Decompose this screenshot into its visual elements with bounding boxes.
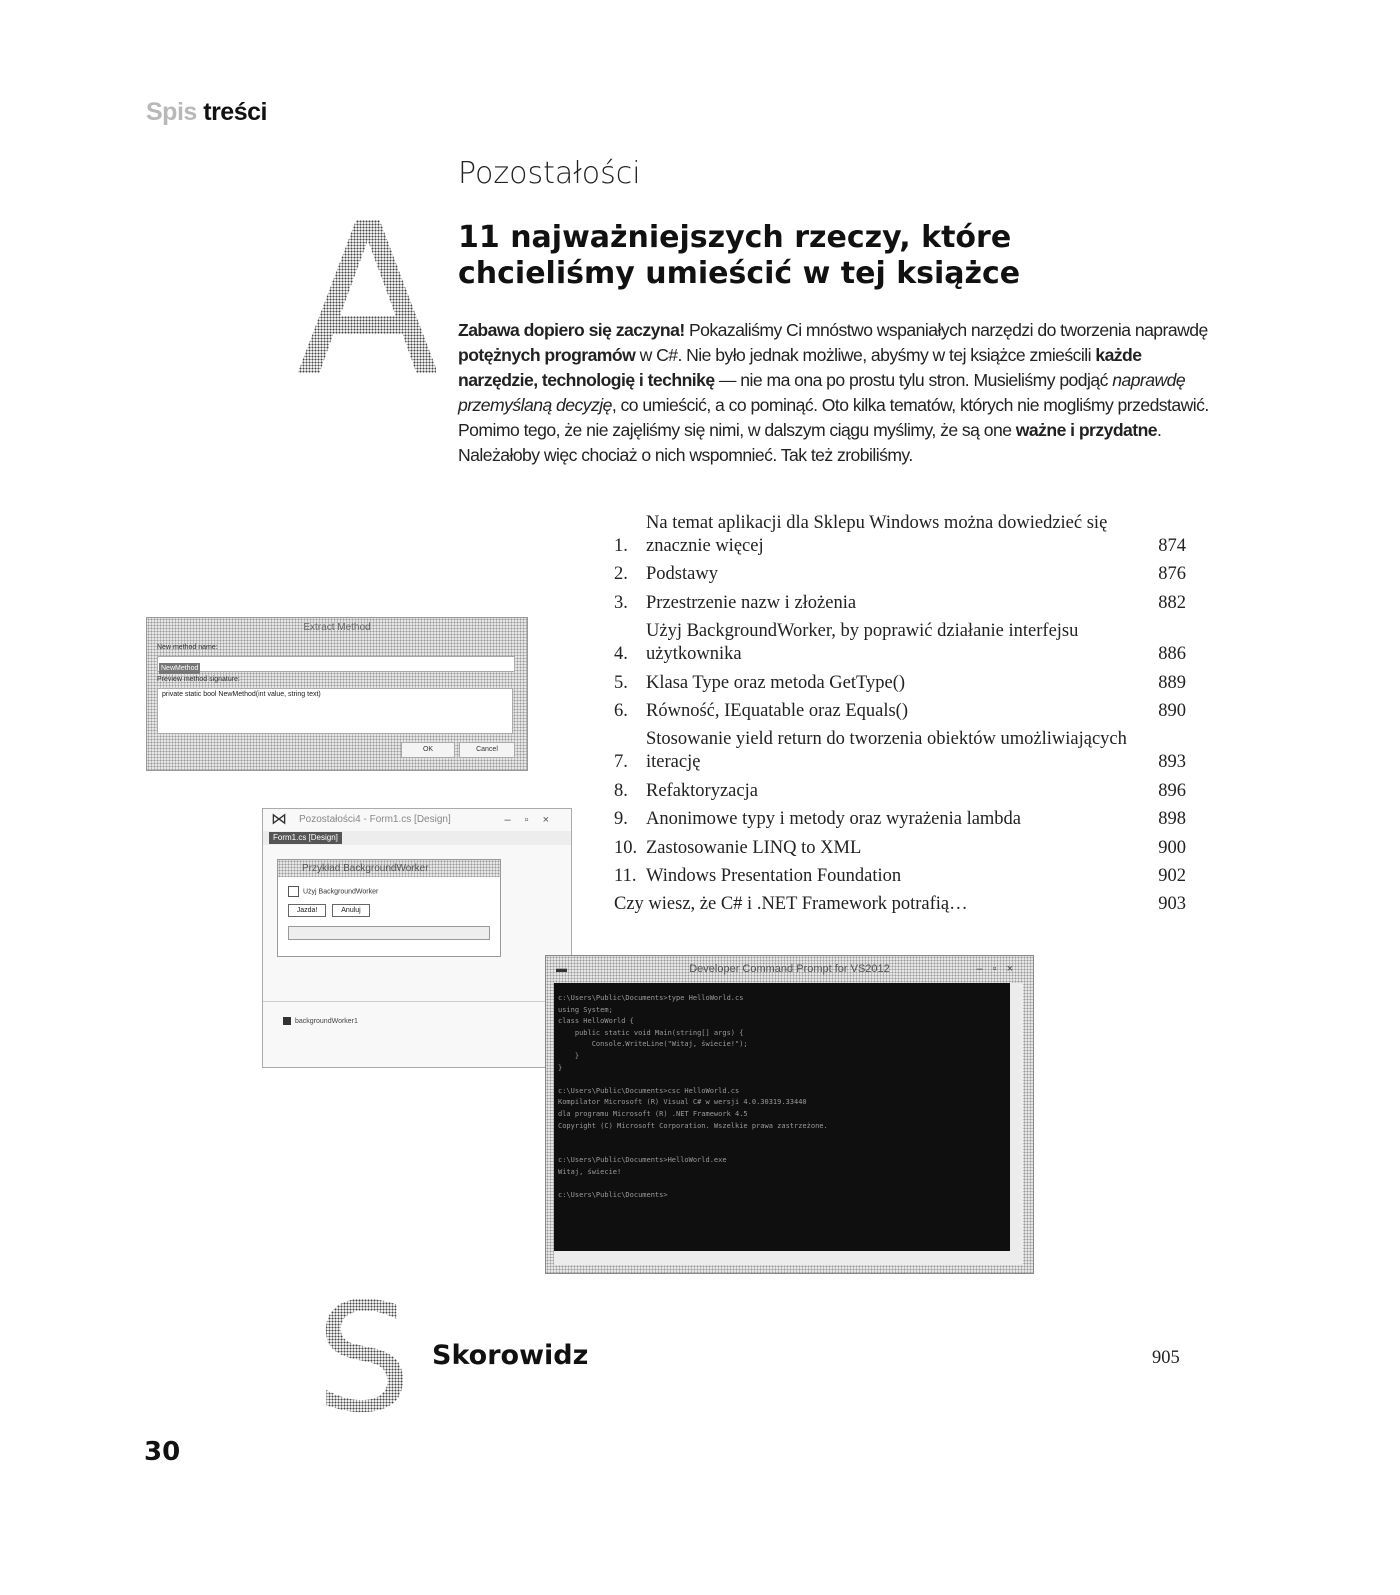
console-app-icon: ▬ (556, 963, 567, 975)
toc-title: Refaktoryzacja (646, 780, 758, 801)
section-label (146, 98, 267, 127)
visual-studio-icon: ⋈ (271, 811, 287, 828)
intro-italic-1: naprawdę przemyślaną decyzję (458, 370, 1186, 415)
toc-row (614, 865, 1186, 888)
toc-row (614, 512, 1186, 558)
checkbox-icon (288, 886, 299, 897)
intro-text-1: Pokazaliśmy Ci mnóstwo wspaniałych narzędzi do tworzenia naprawdę (684, 320, 1208, 340)
toc-number: 10. (614, 837, 638, 858)
toc-page: 890 (1158, 700, 1186, 721)
console-horizontal-scrollbar[interactable] (554, 1251, 1023, 1265)
console-title: Developer Command Prompt for VS2012 (689, 963, 890, 975)
toc-row (614, 620, 1186, 666)
intro-bold-1: potężnych programów (458, 345, 636, 365)
toc-page: 889 (1158, 672, 1186, 693)
index-title: Skorowidz (432, 1340, 589, 1371)
section-label-dark: treści (203, 98, 267, 126)
toc-number: 6. (614, 700, 628, 721)
component-icon (283, 1017, 291, 1025)
extract-dialog-title: Extract Method (303, 622, 371, 633)
intro-lead: Zabawa dopiero się zaczyna! (458, 320, 685, 340)
form-preview (277, 859, 501, 957)
console-titlebar (546, 956, 1033, 982)
tab-form1-design[interactable]: Form1.cs [Design] (269, 832, 342, 844)
toc-title: Na temat aplikacji dla Sklepu Windows można dowiedzieć się znacznie więcej (646, 513, 1108, 556)
toc-title: Czy wiesz, że C# i .NET Framework potrafią… (614, 894, 968, 915)
intro-text-5: . Należałoby więc chociaż o nich wspomnieć. Tak też zrobiliśmy. (458, 420, 1162, 465)
console-window (545, 955, 1034, 1274)
console-screen[interactable] (554, 983, 1010, 1251)
toc-page: 898 (1158, 809, 1186, 830)
toc-number: 5. (614, 672, 628, 693)
chapter-letter-a: A (296, 178, 440, 423)
toc-page: 874 (1158, 536, 1186, 556)
intro-text-3: — nie ma ona po prostu tylu stron. Musieliśmy podjąć (714, 370, 1113, 390)
toc-title: Użyj BackgroundWorker, by poprawić działanie interfejsu użytkownika (646, 621, 1079, 665)
method-name-value: NewMethod (161, 665, 199, 672)
console-vertical-scrollbar[interactable] (1010, 983, 1023, 1251)
vs-designer-window (262, 808, 572, 1068)
console-output: c:\Users\Public\Documents>type HelloWorld.cs using System; class HelloWorld { public static void Main(string[] args) { Console.WriteLine("Witaj, świecie!"); } } c:\Users\Public\Documents>csc HelloWorld.cs Kompilator Microsoft (R) Visual C# w wersji 4.0.30319.33440 dla programu Microsoft (R) .NET Framework 4.5 Copyright (C) Microsoft Corporation. Wszelkie prawa zastrzeżone. c:\Users\Public\Documents>HelloWorld.exe Witaj, świecie! c:\Users\Public\Documents> (558, 994, 828, 1200)
toc-page: 900 (1158, 837, 1186, 858)
toc-number: 3. (614, 592, 628, 613)
toc-title: Podstawy (646, 564, 718, 585)
toc-row (614, 780, 1186, 803)
start-button[interactable]: Jazda! (288, 904, 326, 917)
toc-title: Klasa Type oraz metoda GetType() (646, 672, 906, 693)
toc-page: 886 (1158, 644, 1186, 665)
toc-number: 1. (614, 536, 628, 556)
toc-list (614, 512, 1186, 922)
toc-number: 11. (614, 865, 637, 886)
form-title: Przykład BackgroundWorker (278, 860, 500, 877)
chapter-kicker: Pozostałości (458, 156, 641, 191)
index-page-number: 905 (1152, 1348, 1180, 1368)
intro-bold-2: każde narzędzie, technologię i technikę (458, 345, 1142, 390)
preview-signature-label: Preview method signature: (157, 676, 240, 683)
background-worker-checkbox[interactable] (288, 886, 378, 897)
toc-title: Windows Presentation Foundation (646, 865, 902, 886)
intro-bold-3: ważne i przydatne (1015, 420, 1158, 440)
toc-title: Przestrzenie nazw i złożenia (646, 592, 857, 613)
console-window-controls-icon[interactable]: –▫× (976, 963, 1023, 975)
method-name-label: New method name: (157, 644, 218, 651)
ok-button[interactable]: OK (401, 742, 455, 758)
toc-number: 9. (614, 809, 628, 830)
chapter-letter-s: S (316, 1272, 412, 1446)
component-tray-item[interactable] (283, 1017, 358, 1025)
toc-row (614, 837, 1186, 860)
chapter-title: 11 najważniejszych rzeczy, które chcieliśmy umieścić w tej książce (458, 220, 1021, 291)
toc-row (614, 808, 1186, 831)
designer-title: Pozostałości4 - Form1.cs [Design] (299, 814, 451, 825)
toc-page: 882 (1158, 592, 1186, 613)
toc-row (614, 893, 1186, 916)
component-tray-divider (263, 1001, 571, 1002)
component-tray-label: backgroundWorker1 (295, 1017, 358, 1025)
progress-bar (288, 926, 490, 940)
designer-titlebar (263, 809, 571, 831)
toc-row (614, 563, 1186, 586)
chapter-intro (458, 318, 1218, 468)
cancel-worker-button[interactable]: Anuluj (332, 904, 370, 917)
toc-row (614, 672, 1186, 695)
toc-row (614, 592, 1186, 615)
toc-row (614, 700, 1186, 723)
page-number: 30 (144, 1437, 181, 1467)
toc-title: Zastosowanie LINQ to XML (646, 837, 862, 858)
toc-page: 903 (1158, 894, 1186, 915)
toc-page: 902 (1158, 865, 1186, 886)
window-controls-icon[interactable]: –▫× (504, 814, 563, 826)
toc-page: 876 (1158, 564, 1186, 585)
toc-title: Anonimowe typy i metody oraz wyrażenia lambda (646, 809, 1022, 830)
checkbox-label: Użyj BackgroundWorker (303, 888, 379, 896)
designer-tabstrip (263, 831, 571, 845)
toc-page: 896 (1158, 780, 1186, 801)
method-name-field[interactable] (157, 656, 515, 672)
toc-title: Stosowanie yield return do tworzenia obiektów umożliwiających iterację (646, 729, 1127, 773)
toc-row (614, 728, 1186, 774)
toc-number: 8. (614, 780, 628, 801)
toc-title: Równość, IEquatable oraz Equals() (646, 700, 908, 721)
toc-number: 4. (614, 644, 628, 665)
intro-text-2: w C#. Nie było jednak możliwe, abyśmy w tej książce zmieścili (635, 345, 1096, 365)
extract-method-dialog (146, 617, 528, 771)
toc-number: 7. (614, 752, 628, 773)
cancel-button[interactable]: Cancel (459, 742, 515, 758)
section-label-light: Spis (146, 98, 197, 126)
preview-signature-box: private static bool NewMethod(int value, string text) (157, 688, 513, 734)
toc-number: 2. (614, 564, 628, 585)
toc-page: 893 (1158, 752, 1186, 773)
intro-text-4: , co umieścić, a co pominąć. Oto kilka tematów, których nie mogliśmy przedstawić. Pomimo tego, że nie zajęliśmy się nimi, w dalszym ciągu myślimy, że są one (458, 395, 1209, 440)
